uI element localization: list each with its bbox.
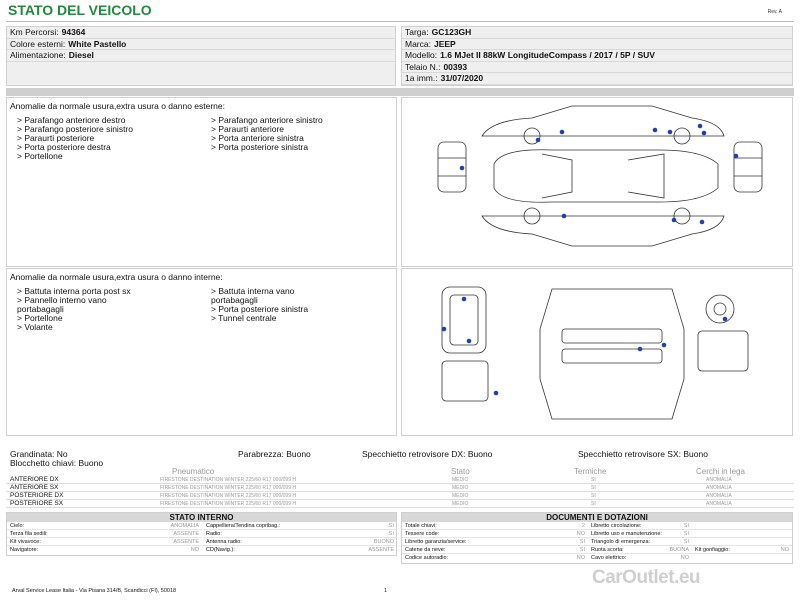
brand-value: JEEP [433,38,456,49]
interior-label: Navigatore: [10,547,39,553]
documents-value: NO [576,531,585,537]
revision-label: Rev. A [767,9,782,15]
header-termiche: Termiche [574,467,607,476]
interior-value: BUONO [373,539,394,545]
external-damage-item: > Porta posteriore sinistra [211,142,309,152]
fuel-label: Alimentazione: [10,50,66,60]
tyre-model: FIRESTONE DESTINATION WINTER 225/60 R17 000/099 H [160,485,296,491]
interior-right-row [203,538,397,546]
footer-address: Arval Service Lease Italia - Via Pisana 314/B, Scandicci (FI), 50018 [12,588,177,594]
header-pneumatico: Pneumatico [172,467,215,476]
interior-label: CD(Navig.): [206,547,235,553]
tyre-cerchi: ANOMALIA [706,485,732,491]
section-divider-band [6,88,794,96]
documents-row [402,546,588,554]
documents-label: Cavo elettrico: [591,555,627,561]
tyre-position: ANTERIORE SX [10,484,59,491]
car-side-view-left [482,216,724,246]
tyre-model: FIRESTONE DESTINATION WINTER 225/60 R17 000/099 H [160,477,296,483]
tyre-termiche: SI [591,485,596,491]
external-damage-panel [6,97,397,267]
internal-car-diagram [401,268,793,436]
watermark-text: CarOutlet.eu [592,567,701,588]
documents-label: Kit gonfiaggio: [695,547,730,553]
internal-damage-title: Anomalie da normale usura,extra usura o danno interne: [10,272,223,282]
interior-value: ANOMALIA [170,523,199,529]
chassis-value: 00393 [443,61,468,72]
external-damage-item: > Porta anteriore sinistra [211,133,304,143]
documents-label: Catene da neve: [405,547,446,553]
registration-label: 1a imm.: [405,73,438,83]
model-label: Modello: [405,50,438,60]
documents-row [692,530,792,538]
internal-damage-list [7,282,396,342]
interior-label: Antenna radio: [206,539,242,545]
car-top-view [494,150,718,202]
documents-label: Totale chiavi: [405,523,437,529]
interior-label: Terza fila sedili: [10,531,48,537]
documents-row [692,522,792,530]
external-damage-item: > Paraurti posteriore [17,133,95,143]
documents-value: SI [579,547,585,553]
documents-value: SI [683,539,689,545]
fuel-value: Diesel [68,50,94,60]
interior-value: ASSENTE [368,547,394,553]
registration-row [402,73,792,85]
external-damage-list [7,111,396,171]
documents-row [692,538,792,546]
documents-label: Libretto garanzia/service: [405,539,467,545]
interior-state-panel [6,512,397,556]
interior-state-title: STATO INTERNO [7,513,396,522]
specchietto-sx: Specchietto retrovisore SX: Buono [578,449,708,459]
chassis-row [402,62,792,74]
interior-value: NO [190,547,199,553]
tyre-state: MEDIO [452,485,469,491]
interior-left-row [7,546,202,554]
parabrezza: Parabrezza: Buono [238,449,311,459]
interior-right-row [203,522,397,530]
interior-label: Radio: [206,531,222,537]
car-side-view-right [482,106,724,136]
tyre-position: ANTERIORE DX [10,476,59,483]
documents-row [402,538,588,546]
documents-value: NO [576,555,585,561]
page-title: STATO DEL VEICOLO [8,2,152,18]
documents-row [588,554,692,562]
tyre-model: FIRESTONE DESTINATION WINTER 225/60 R17 000/099 H [160,501,296,507]
interior-cabin-view [540,289,684,419]
internal-damage-item: > Porta posteriore sinistra [211,304,309,314]
internal-damage-item: > Pannello interno vano [17,295,107,305]
interior-value: ASSENTE [173,531,199,537]
interior-value: ASSENTE [173,539,199,545]
tyres-header [6,467,794,476]
vehicle-info-left [6,26,396,86]
internal-damage-panel [6,268,397,436]
header-stato: Stato [451,467,470,476]
internal-damage-item: > Battuta interna vano [211,286,295,296]
documents-row [588,546,692,554]
interior-wheel-view [706,295,734,323]
internal-damage-item: > Tunnel centrale [211,313,277,323]
km-row [7,27,395,39]
external-damage-title: Anomalie da normale usura,extra usura o danno esterne: [10,101,225,111]
interior-label: Cielo: [10,523,25,529]
tyres-table [6,467,794,509]
interior-right-row [203,546,397,554]
documents-label: Triangolo di emergenza: [591,539,651,545]
tyre-termiche: SI [591,501,596,507]
documents-panel [401,512,793,564]
documents-row [402,554,588,562]
brand-label: Marca: [405,38,431,49]
external-damage-item: > Paraurti anteriore [211,124,284,134]
footer-page-number: 1 [384,588,388,594]
documents-row [588,538,692,546]
documents-title: DOCUMENTI E DOTAZIONI [402,513,792,522]
model-value: 1.6 MJet II 88kW LongitudeCompass / 2017 / 5P / SUV [440,50,655,60]
documents-value: 2 [581,523,585,529]
documents-row [402,522,588,530]
documents-label: Tessere code: [405,531,440,537]
registration-value: 31/07/2020 [440,73,484,83]
chassis-label: Telaio N.: [405,61,441,72]
interior-door-view [442,361,488,401]
plate-row [402,27,792,39]
documents-value: NO [780,547,789,553]
tyre-state: MEDIO [452,477,469,483]
specchietto-dx: Specchietto retrovisore DX: Buono [362,449,493,459]
internal-damage-item: portabagagli [17,304,64,314]
tyre-cerchi: ANOMALIA [706,501,732,507]
documents-value: BUONA [669,547,689,553]
documents-label: Codice autoradio: [405,555,449,561]
interior-label: Cappelliera/Tendina copribag.: [206,523,281,529]
external-damage-item: > Porta posteriore destra [17,142,111,152]
documents-row [692,546,792,554]
external-damage-item: > Parafango anteriore destro [17,115,126,125]
documents-value: SI [683,531,689,537]
tyre-position: POSTERIORE DX [10,492,64,499]
internal-damage-item: > Portellone [17,313,63,323]
documents-row [692,554,792,562]
header-cerchi: Cerchi in lega [696,467,745,476]
interior-left-row [7,538,202,546]
fuel-row [7,50,395,62]
model-row [402,50,792,62]
interior-left-row [7,530,202,538]
documents-value: SI [579,539,585,545]
documents-label: Libretto uso e manutenzione: [591,531,662,537]
documents-row [402,530,588,538]
tyre-row [6,484,794,492]
km-label: Km Percorsi: [10,27,59,37]
tyre-row [6,476,794,484]
plate-label: Targa: [405,27,429,37]
vehicle-info-right [401,26,793,86]
tyre-position: POSTERIORE SX [10,500,64,507]
interior-value: SI [388,523,394,529]
documents-label: Ruota scorta: [591,547,624,553]
internal-damage-item: > Battuta interna porta post sx [17,286,131,296]
tyre-model: FIRESTONE DESTINATION WINTER 225/60 R17 000/099 H [160,493,296,499]
documents-label: Libretto circolazione: [591,523,642,529]
external-damage-item: > Parafango posteriore sinistro [17,124,133,134]
documents-row [588,530,692,538]
external-damage-item: > Parafango anteriore sinistro [211,115,323,125]
external-car-diagram [401,97,793,267]
car-rear-view [734,142,762,192]
tyre-cerchi: ANOMALIA [706,493,732,499]
car-exterior-diagram [402,98,793,267]
internal-damage-item: portabagagli [211,295,258,305]
grandinata: Grandinata: No [10,449,68,459]
brand-row [402,39,792,51]
documents-value: NO [680,555,689,561]
interior-right-row [203,530,397,538]
interior-left-row [7,522,202,530]
interior-label: Kit vivavoce: [10,539,41,545]
documents-row [588,522,692,530]
tyre-state: MEDIO [452,501,469,507]
tyre-termiche: SI [591,493,596,499]
internal-damage-item: > Volante [17,322,53,332]
tyre-state: MEDIO [452,493,469,499]
tyre-cerchi: ANOMALIA [706,477,732,483]
blocchetto-chiavi: Blocchetto chiavi: Buono [10,458,104,468]
color-row [7,39,395,51]
tyre-row [6,492,794,500]
car-interior-diagram [402,269,793,436]
documents-value: SI [683,523,689,529]
header-divider [6,21,794,22]
general-state [6,450,794,468]
tyre-row [6,500,794,508]
color-label: Colore esterni: [10,38,66,49]
interior-value: SI [388,531,394,537]
external-damage-item: > Portellone [17,151,63,161]
tyre-termiche: SI [591,477,596,483]
color-value: White Pastello [68,38,127,49]
plate-value: GC123GH [431,27,472,37]
km-value: 94364 [61,27,86,37]
